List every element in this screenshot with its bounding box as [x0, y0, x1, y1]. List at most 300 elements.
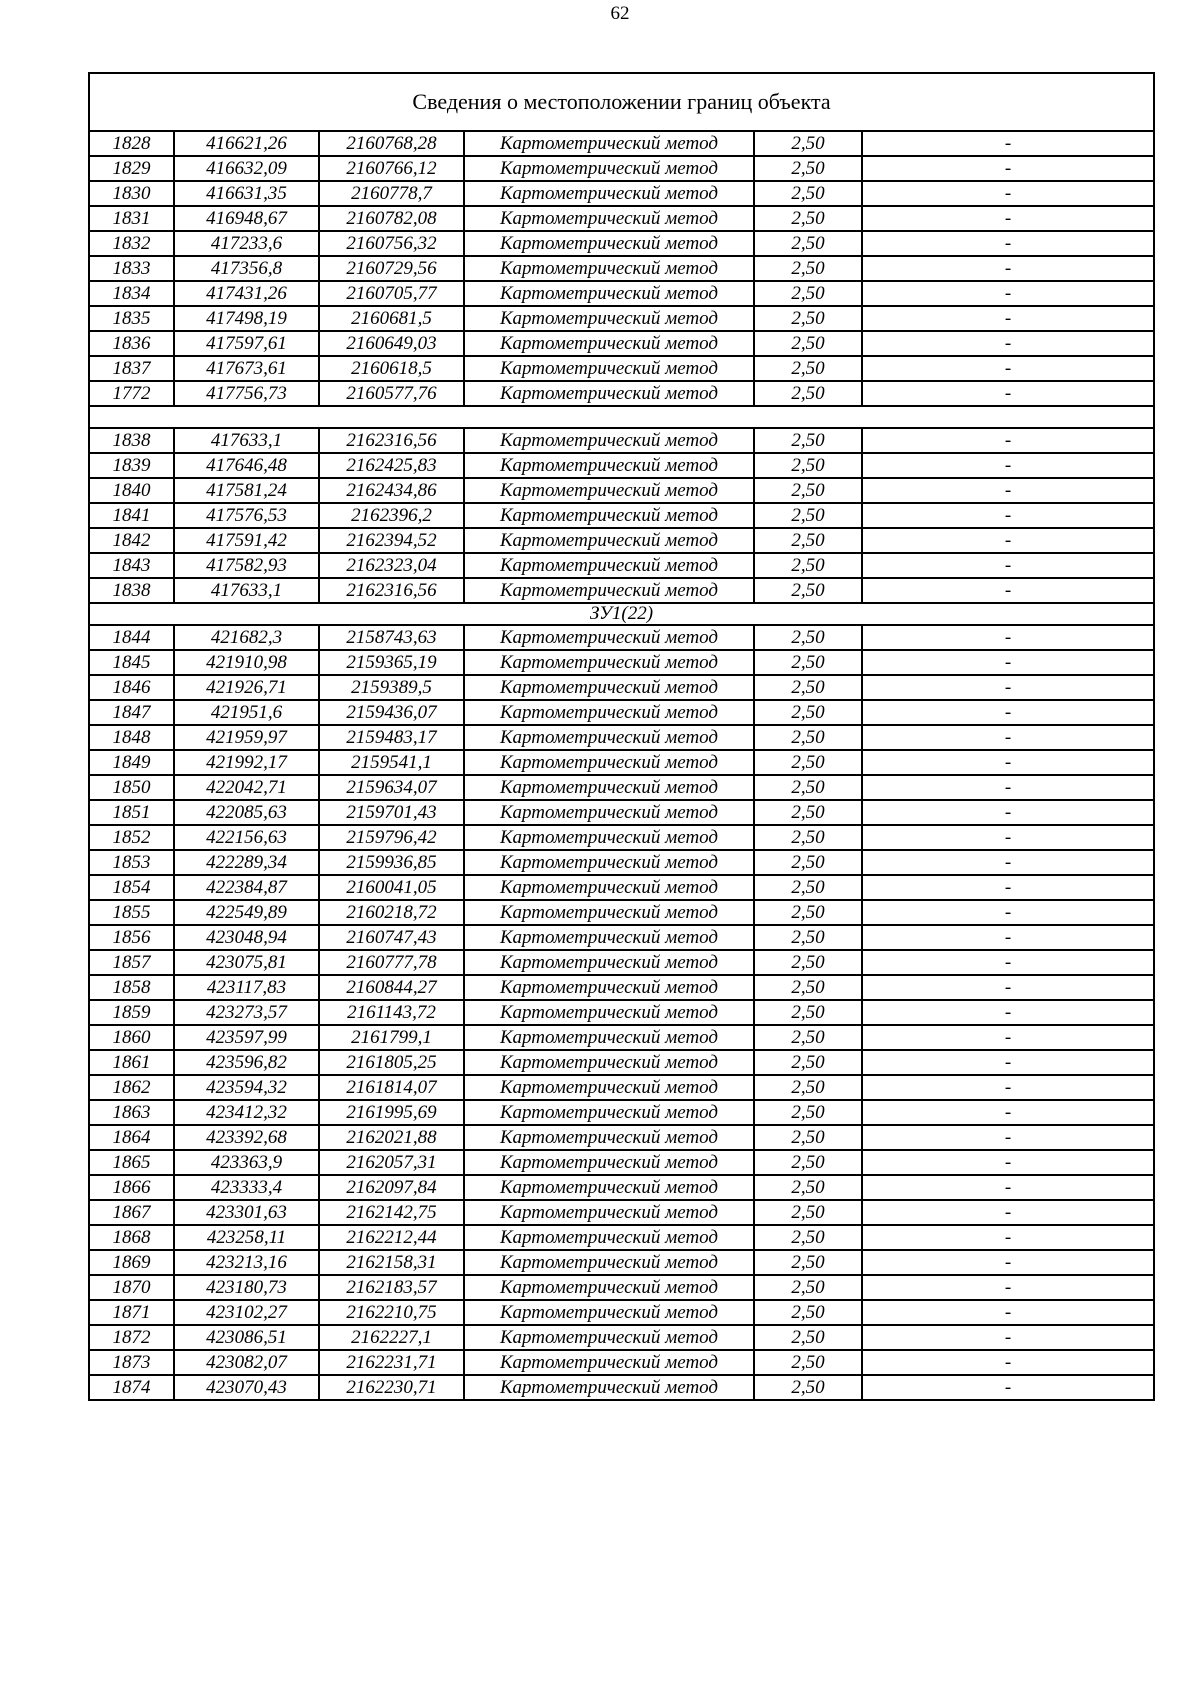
- y-coordinate-cell: 2160766,12: [319, 156, 464, 181]
- y-coordinate-cell: 2162396,2: [319, 503, 464, 528]
- method-cell: Картометрический метод: [464, 1025, 754, 1050]
- y-coordinate-cell: 2159365,19: [319, 650, 464, 675]
- table-row: [89, 181, 1154, 206]
- note-cell: -: [862, 1300, 1154, 1325]
- table-row: [89, 925, 1154, 950]
- method-cell: Картометрический метод: [464, 1175, 754, 1200]
- note-cell: -: [862, 478, 1154, 503]
- table-body: [89, 73, 1154, 1400]
- note-cell: -: [862, 675, 1154, 700]
- point-number-cell: 1838: [89, 578, 174, 603]
- accuracy-cell: 2,50: [754, 825, 862, 850]
- accuracy-cell: 2,50: [754, 1200, 862, 1225]
- point-number-cell: 1868: [89, 1225, 174, 1250]
- point-number-cell: 1840: [89, 478, 174, 503]
- accuracy-cell: 2,50: [754, 1325, 862, 1350]
- method-cell: Картометрический метод: [464, 381, 754, 406]
- y-coordinate-cell: 2159796,42: [319, 825, 464, 850]
- y-coordinate-cell: 2160778,7: [319, 181, 464, 206]
- y-coordinate-cell: 2161995,69: [319, 1100, 464, 1125]
- point-number-cell: 1865: [89, 1150, 174, 1175]
- x-coordinate-cell: 417597,61: [174, 331, 319, 356]
- accuracy-cell: 2,50: [754, 281, 862, 306]
- table-row: [89, 428, 1154, 453]
- note-cell: -: [862, 256, 1154, 281]
- accuracy-cell: 2,50: [754, 578, 862, 603]
- table-row: [89, 725, 1154, 750]
- table-row: [89, 231, 1154, 256]
- x-coordinate-cell: 417756,73: [174, 381, 319, 406]
- accuracy-cell: 2,50: [754, 900, 862, 925]
- x-coordinate-cell: 423070,43: [174, 1375, 319, 1400]
- x-coordinate-cell: 422289,34: [174, 850, 319, 875]
- x-coordinate-cell: 416631,35: [174, 181, 319, 206]
- accuracy-cell: 2,50: [754, 1075, 862, 1100]
- table-row: [89, 1150, 1154, 1175]
- table-row: [89, 1050, 1154, 1075]
- note-cell: -: [862, 825, 1154, 850]
- point-number-cell: 1873: [89, 1350, 174, 1375]
- point-number-cell: 1829: [89, 156, 174, 181]
- point-number-cell: 1834: [89, 281, 174, 306]
- method-cell: Картометрический метод: [464, 925, 754, 950]
- y-coordinate-cell: 2160649,03: [319, 331, 464, 356]
- note-cell: -: [862, 578, 1154, 603]
- point-number-cell: 1862: [89, 1075, 174, 1100]
- y-coordinate-cell: 2160577,76: [319, 381, 464, 406]
- x-coordinate-cell: 423082,07: [174, 1350, 319, 1375]
- method-cell: Картометрический метод: [464, 1300, 754, 1325]
- point-number-cell: 1836: [89, 331, 174, 356]
- accuracy-cell: 2,50: [754, 850, 862, 875]
- note-cell: -: [862, 381, 1154, 406]
- point-number-cell: 1835: [89, 306, 174, 331]
- point-number-cell: 1855: [89, 900, 174, 925]
- method-cell: Картометрический метод: [464, 1200, 754, 1225]
- point-number-cell: 1854: [89, 875, 174, 900]
- method-cell: Картометрический метод: [464, 1225, 754, 1250]
- y-coordinate-cell: 2159483,17: [319, 725, 464, 750]
- note-cell: -: [862, 306, 1154, 331]
- method-cell: Картометрический метод: [464, 528, 754, 553]
- method-cell: Картометрический метод: [464, 675, 754, 700]
- point-number-cell: 1844: [89, 625, 174, 650]
- method-cell: Картометрический метод: [464, 256, 754, 281]
- table-row: [89, 1350, 1154, 1375]
- method-cell: Картометрический метод: [464, 900, 754, 925]
- method-cell: Картометрический метод: [464, 650, 754, 675]
- table-row: [89, 306, 1154, 331]
- table-row: [89, 1075, 1154, 1100]
- x-coordinate-cell: 423102,27: [174, 1300, 319, 1325]
- y-coordinate-cell: 2160729,56: [319, 256, 464, 281]
- point-number-cell: 1869: [89, 1250, 174, 1275]
- note-cell: -: [862, 1375, 1154, 1400]
- method-cell: Картометрический метод: [464, 625, 754, 650]
- accuracy-cell: 2,50: [754, 1025, 862, 1050]
- x-coordinate-cell: 421910,98: [174, 650, 319, 675]
- blank-separator-cell: [89, 406, 1154, 428]
- x-coordinate-cell: 423180,73: [174, 1275, 319, 1300]
- method-cell: Картометрический метод: [464, 950, 754, 975]
- accuracy-cell: 2,50: [754, 1250, 862, 1275]
- method-cell: Картометрический метод: [464, 975, 754, 1000]
- note-cell: -: [862, 281, 1154, 306]
- y-coordinate-cell: 2159936,85: [319, 850, 464, 875]
- x-coordinate-cell: 417673,61: [174, 356, 319, 381]
- note-cell: -: [862, 1275, 1154, 1300]
- y-coordinate-cell: 2162210,75: [319, 1300, 464, 1325]
- note-cell: -: [862, 950, 1154, 975]
- method-cell: Картометрический метод: [464, 1125, 754, 1150]
- accuracy-cell: 2,50: [754, 1300, 862, 1325]
- table-row: [89, 850, 1154, 875]
- accuracy-cell: 2,50: [754, 503, 862, 528]
- point-number-cell: 1859: [89, 1000, 174, 1025]
- accuracy-cell: 2,50: [754, 700, 862, 725]
- method-cell: Картометрический метод: [464, 1000, 754, 1025]
- method-cell: Картометрический метод: [464, 1350, 754, 1375]
- accuracy-cell: 2,50: [754, 428, 862, 453]
- y-coordinate-cell: 2162183,57: [319, 1275, 464, 1300]
- method-cell: Картометрический метод: [464, 131, 754, 156]
- note-cell: -: [862, 231, 1154, 256]
- note-cell: -: [862, 900, 1154, 925]
- point-number-cell: 1847: [89, 700, 174, 725]
- boundary-table: [88, 72, 1155, 1401]
- accuracy-cell: 2,50: [754, 625, 862, 650]
- y-coordinate-cell: 2160747,43: [319, 925, 464, 950]
- note-cell: -: [862, 625, 1154, 650]
- point-number-cell: 1851: [89, 800, 174, 825]
- table-row: [89, 478, 1154, 503]
- point-number-cell: 1833: [89, 256, 174, 281]
- x-coordinate-cell: 423596,82: [174, 1050, 319, 1075]
- note-cell: -: [862, 503, 1154, 528]
- table-row: [89, 1375, 1154, 1400]
- blank-separator-row: [89, 406, 1154, 428]
- accuracy-cell: 2,50: [754, 1275, 862, 1300]
- method-cell: Картометрический метод: [464, 578, 754, 603]
- note-cell: -: [862, 331, 1154, 356]
- table-title-row: [89, 73, 1154, 131]
- note-cell: -: [862, 800, 1154, 825]
- y-coordinate-cell: 2162316,56: [319, 578, 464, 603]
- y-coordinate-cell: 2162434,86: [319, 478, 464, 503]
- method-cell: Картометрический метод: [464, 553, 754, 578]
- table-row: [89, 1000, 1154, 1025]
- accuracy-cell: 2,50: [754, 231, 862, 256]
- method-cell: Картометрический метод: [464, 478, 754, 503]
- note-cell: -: [862, 1025, 1154, 1050]
- method-cell: Картометрический метод: [464, 750, 754, 775]
- table-row: [89, 1175, 1154, 1200]
- table-row: [89, 528, 1154, 553]
- point-number-cell: 1853: [89, 850, 174, 875]
- y-coordinate-cell: 2159436,07: [319, 700, 464, 725]
- note-cell: -: [862, 925, 1154, 950]
- point-number-cell: 1830: [89, 181, 174, 206]
- table-row: [89, 356, 1154, 381]
- note-cell: -: [862, 700, 1154, 725]
- method-cell: Картометрический метод: [464, 1100, 754, 1125]
- y-coordinate-cell: 2160777,78: [319, 950, 464, 975]
- method-cell: Картометрический метод: [464, 428, 754, 453]
- point-number-cell: 1839: [89, 453, 174, 478]
- note-cell: -: [862, 1200, 1154, 1225]
- note-cell: -: [862, 650, 1154, 675]
- table-row: [89, 1300, 1154, 1325]
- x-coordinate-cell: 421992,17: [174, 750, 319, 775]
- point-number-cell: 1858: [89, 975, 174, 1000]
- method-cell: Картометрический метод: [464, 453, 754, 478]
- y-coordinate-cell: 2162425,83: [319, 453, 464, 478]
- section-row: [89, 603, 1154, 625]
- x-coordinate-cell: 423086,51: [174, 1325, 319, 1350]
- y-coordinate-cell: 2162142,75: [319, 1200, 464, 1225]
- x-coordinate-cell: 423412,32: [174, 1100, 319, 1125]
- table-row: [89, 1100, 1154, 1125]
- table-row: [89, 503, 1154, 528]
- table-row: [89, 1025, 1154, 1050]
- note-cell: -: [862, 428, 1154, 453]
- table-row: [89, 1325, 1154, 1350]
- y-coordinate-cell: 2162230,71: [319, 1375, 464, 1400]
- accuracy-cell: 2,50: [754, 1350, 862, 1375]
- x-coordinate-cell: 422549,89: [174, 900, 319, 925]
- method-cell: Картометрический метод: [464, 231, 754, 256]
- point-number-cell: 1849: [89, 750, 174, 775]
- x-coordinate-cell: 417582,93: [174, 553, 319, 578]
- y-coordinate-cell: 2161143,72: [319, 1000, 464, 1025]
- accuracy-cell: 2,50: [754, 1000, 862, 1025]
- table-row: [89, 578, 1154, 603]
- accuracy-cell: 2,50: [754, 156, 862, 181]
- note-cell: -: [862, 850, 1154, 875]
- y-coordinate-cell: 2160681,5: [319, 306, 464, 331]
- table-title: Сведения о местоположении границ объекта: [89, 73, 1154, 131]
- note-cell: -: [862, 1075, 1154, 1100]
- point-number-cell: 1870: [89, 1275, 174, 1300]
- accuracy-cell: 2,50: [754, 650, 862, 675]
- table-row: [89, 875, 1154, 900]
- y-coordinate-cell: 2162057,31: [319, 1150, 464, 1175]
- method-cell: Картометрический метод: [464, 1075, 754, 1100]
- table-row: [89, 950, 1154, 975]
- point-number-cell: 1867: [89, 1200, 174, 1225]
- x-coordinate-cell: 417233,6: [174, 231, 319, 256]
- accuracy-cell: 2,50: [754, 750, 862, 775]
- method-cell: Картометрический метод: [464, 825, 754, 850]
- x-coordinate-cell: 423117,83: [174, 975, 319, 1000]
- method-cell: Картометрический метод: [464, 700, 754, 725]
- accuracy-cell: 2,50: [754, 256, 862, 281]
- method-cell: Картометрический метод: [464, 800, 754, 825]
- note-cell: -: [862, 528, 1154, 553]
- point-number-cell: 1860: [89, 1025, 174, 1050]
- point-number-cell: 1837: [89, 356, 174, 381]
- method-cell: Картометрический метод: [464, 1275, 754, 1300]
- method-cell: Картометрический метод: [464, 503, 754, 528]
- x-coordinate-cell: 417498,19: [174, 306, 319, 331]
- table-row: [89, 453, 1154, 478]
- x-coordinate-cell: 417646,48: [174, 453, 319, 478]
- accuracy-cell: 2,50: [754, 950, 862, 975]
- x-coordinate-cell: 421959,97: [174, 725, 319, 750]
- table-row: [89, 825, 1154, 850]
- y-coordinate-cell: 2162316,56: [319, 428, 464, 453]
- method-cell: Картометрический метод: [464, 850, 754, 875]
- method-cell: Картометрический метод: [464, 875, 754, 900]
- point-number-cell: 1828: [89, 131, 174, 156]
- method-cell: Картометрический метод: [464, 725, 754, 750]
- note-cell: -: [862, 356, 1154, 381]
- accuracy-cell: 2,50: [754, 1050, 862, 1075]
- table-row: [89, 281, 1154, 306]
- accuracy-cell: 2,50: [754, 381, 862, 406]
- x-coordinate-cell: 423075,81: [174, 950, 319, 975]
- accuracy-cell: 2,50: [754, 1100, 862, 1125]
- y-coordinate-cell: 2160041,05: [319, 875, 464, 900]
- table-row: [89, 1125, 1154, 1150]
- x-coordinate-cell: 416621,26: [174, 131, 319, 156]
- method-cell: Картометрический метод: [464, 1150, 754, 1175]
- note-cell: -: [862, 750, 1154, 775]
- table-row: [89, 800, 1154, 825]
- table-row: [89, 256, 1154, 281]
- y-coordinate-cell: 2159634,07: [319, 775, 464, 800]
- method-cell: Картометрический метод: [464, 1250, 754, 1275]
- note-cell: -: [862, 725, 1154, 750]
- accuracy-cell: 2,50: [754, 206, 862, 231]
- note-cell: -: [862, 181, 1154, 206]
- point-number-cell: 1866: [89, 1175, 174, 1200]
- x-coordinate-cell: 423258,11: [174, 1225, 319, 1250]
- x-coordinate-cell: 422384,87: [174, 875, 319, 900]
- accuracy-cell: 2,50: [754, 131, 862, 156]
- note-cell: -: [862, 1250, 1154, 1275]
- point-number-cell: 1845: [89, 650, 174, 675]
- method-cell: Картометрический метод: [464, 206, 754, 231]
- point-number-cell: 1832: [89, 231, 174, 256]
- x-coordinate-cell: 421951,6: [174, 700, 319, 725]
- note-cell: -: [862, 1325, 1154, 1350]
- note-cell: -: [862, 156, 1154, 181]
- accuracy-cell: 2,50: [754, 1175, 862, 1200]
- x-coordinate-cell: 421682,3: [174, 625, 319, 650]
- accuracy-cell: 2,50: [754, 478, 862, 503]
- table-row: [89, 1250, 1154, 1275]
- table-row: [89, 700, 1154, 725]
- point-number-cell: 1772: [89, 381, 174, 406]
- table-row: [89, 675, 1154, 700]
- point-number-cell: 1863: [89, 1100, 174, 1125]
- note-cell: -: [862, 975, 1154, 1000]
- y-coordinate-cell: 2162394,52: [319, 528, 464, 553]
- table-row: [89, 1275, 1154, 1300]
- method-cell: Картометрический метод: [464, 1325, 754, 1350]
- x-coordinate-cell: 417356,8: [174, 256, 319, 281]
- accuracy-cell: 2,50: [754, 1375, 862, 1400]
- y-coordinate-cell: 2160618,5: [319, 356, 464, 381]
- note-cell: -: [862, 1350, 1154, 1375]
- page-number: 62: [610, 3, 630, 24]
- y-coordinate-cell: 2162158,31: [319, 1250, 464, 1275]
- note-cell: -: [862, 206, 1154, 231]
- accuracy-cell: 2,50: [754, 1225, 862, 1250]
- method-cell: Картометрический метод: [464, 281, 754, 306]
- x-coordinate-cell: 423048,94: [174, 925, 319, 950]
- point-number-cell: 1850: [89, 775, 174, 800]
- y-coordinate-cell: 2160768,28: [319, 131, 464, 156]
- point-number-cell: 1872: [89, 1325, 174, 1350]
- accuracy-cell: 2,50: [754, 675, 862, 700]
- method-cell: Картометрический метод: [464, 775, 754, 800]
- x-coordinate-cell: 417591,42: [174, 528, 319, 553]
- accuracy-cell: 2,50: [754, 553, 862, 578]
- point-number-cell: 1856: [89, 925, 174, 950]
- x-coordinate-cell: 422085,63: [174, 800, 319, 825]
- note-cell: -: [862, 1175, 1154, 1200]
- point-number-cell: 1838: [89, 428, 174, 453]
- y-coordinate-cell: 2160756,32: [319, 231, 464, 256]
- x-coordinate-cell: 423392,68: [174, 1125, 319, 1150]
- accuracy-cell: 2,50: [754, 331, 862, 356]
- section-label: ЗУ1(22): [89, 603, 1154, 625]
- x-coordinate-cell: 422042,71: [174, 775, 319, 800]
- table-row: [89, 131, 1154, 156]
- x-coordinate-cell: 416632,09: [174, 156, 319, 181]
- point-number-cell: 1864: [89, 1125, 174, 1150]
- x-coordinate-cell: 417633,1: [174, 428, 319, 453]
- accuracy-cell: 2,50: [754, 800, 862, 825]
- note-cell: -: [862, 131, 1154, 156]
- method-cell: Картометрический метод: [464, 181, 754, 206]
- y-coordinate-cell: 2161799,1: [319, 1025, 464, 1050]
- table-row: [89, 750, 1154, 775]
- y-coordinate-cell: 2162231,71: [319, 1350, 464, 1375]
- y-coordinate-cell: 2162097,84: [319, 1175, 464, 1200]
- table-row: [89, 156, 1154, 181]
- accuracy-cell: 2,50: [754, 1150, 862, 1175]
- point-number-cell: 1843: [89, 553, 174, 578]
- x-coordinate-cell: 417581,24: [174, 478, 319, 503]
- table-row: [89, 650, 1154, 675]
- table-row: [89, 975, 1154, 1000]
- note-cell: -: [862, 553, 1154, 578]
- point-number-cell: 1831: [89, 206, 174, 231]
- method-cell: Картометрический метод: [464, 306, 754, 331]
- y-coordinate-cell: 2158743,63: [319, 625, 464, 650]
- x-coordinate-cell: 417431,26: [174, 281, 319, 306]
- point-number-cell: 1842: [89, 528, 174, 553]
- note-cell: -: [862, 1125, 1154, 1150]
- point-number-cell: 1846: [89, 675, 174, 700]
- point-number-cell: 1857: [89, 950, 174, 975]
- table-row: [89, 775, 1154, 800]
- x-coordinate-cell: 423333,4: [174, 1175, 319, 1200]
- accuracy-cell: 2,50: [754, 875, 862, 900]
- accuracy-cell: 2,50: [754, 725, 862, 750]
- point-number-cell: 1841: [89, 503, 174, 528]
- y-coordinate-cell: 2159389,5: [319, 675, 464, 700]
- method-cell: Картометрический метод: [464, 156, 754, 181]
- table-row: [89, 381, 1154, 406]
- method-cell: Картометрический метод: [464, 331, 754, 356]
- x-coordinate-cell: 422156,63: [174, 825, 319, 850]
- x-coordinate-cell: 423594,32: [174, 1075, 319, 1100]
- y-coordinate-cell: 2160844,27: [319, 975, 464, 1000]
